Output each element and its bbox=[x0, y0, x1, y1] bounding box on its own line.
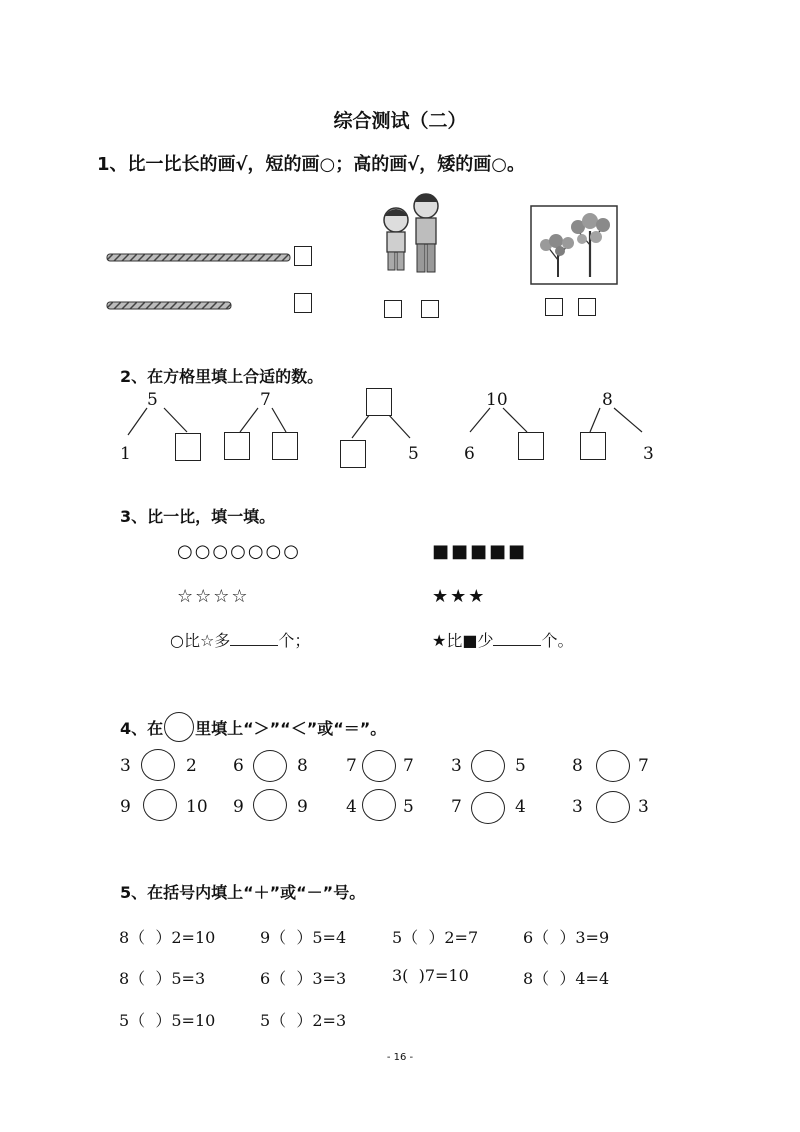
bond1-top: 5 bbox=[147, 390, 158, 410]
hollow-stars-row: ☆☆☆☆ bbox=[177, 586, 250, 607]
rope-illustrations bbox=[105, 246, 295, 316]
equation[interactable]: 3( )7=10 bbox=[392, 966, 469, 985]
fill-right-text-b: 个。 bbox=[541, 631, 574, 650]
compare-right: 8 bbox=[297, 756, 308, 776]
equation[interactable]: 5（ ）5=10 bbox=[119, 1011, 216, 1030]
q3-prompt: 3、比一比，填一填。 bbox=[120, 507, 276, 526]
bond4-top: 10 bbox=[486, 390, 508, 410]
q2-prompt: 2、在方格里填上合适的数。 bbox=[120, 367, 324, 386]
two-boys-illustration bbox=[376, 186, 450, 278]
fill-left-text-a: ○比☆多 bbox=[170, 631, 231, 650]
compare-circle[interactable] bbox=[596, 750, 630, 782]
bond1-left: 1 bbox=[120, 444, 131, 464]
equation[interactable]: 8（ ）2=10 bbox=[119, 928, 216, 947]
compare-left: 9 bbox=[233, 797, 244, 817]
compare-left: 6 bbox=[233, 756, 244, 776]
compare-left: 7 bbox=[346, 756, 357, 776]
answer-box-tall-boy[interactable] bbox=[421, 300, 439, 318]
equation[interactable]: 8（ ）4=4 bbox=[523, 969, 610, 988]
equation[interactable]: 9（ ）5=4 bbox=[260, 928, 347, 947]
circles-row: ○○○○○○○ bbox=[177, 541, 301, 562]
equation[interactable]: 6（ ）3=9 bbox=[523, 928, 610, 947]
compare-left: 7 bbox=[451, 797, 462, 817]
answer-box-short-tree[interactable] bbox=[545, 298, 563, 316]
equation[interactable]: 5（ ）2=7 bbox=[392, 928, 479, 947]
compare-circle[interactable] bbox=[253, 750, 287, 782]
answer-box-short-rope[interactable] bbox=[294, 293, 312, 313]
equation[interactable]: 5（ ）2=3 bbox=[260, 1011, 347, 1030]
fill-left-text-b: 个； bbox=[278, 631, 311, 650]
bond2-right-box[interactable] bbox=[272, 432, 298, 460]
compare-circle[interactable] bbox=[362, 750, 396, 782]
bond4-right-box[interactable] bbox=[518, 432, 544, 460]
compare-right: 5 bbox=[403, 797, 414, 817]
bond5-right: 3 bbox=[643, 444, 654, 464]
compare-circle[interactable] bbox=[141, 749, 175, 781]
compare-right: 5 bbox=[515, 756, 526, 776]
bond3-top-box[interactable] bbox=[366, 388, 392, 416]
compare-left: 3 bbox=[572, 797, 583, 817]
fill-left bbox=[170, 628, 310, 651]
bond4-left: 6 bbox=[464, 444, 475, 464]
compare-right: 3 bbox=[638, 797, 649, 817]
q4-prompt-a: 4、在 bbox=[120, 718, 164, 738]
compare-right: 9 bbox=[297, 797, 308, 817]
q1-prompt: 1、比一比长的画√，短的画○；高的画√，矮的画○。 bbox=[97, 154, 525, 175]
fill-right-text-a: ★比■少 bbox=[432, 631, 494, 650]
answer-box-long-rope[interactable] bbox=[294, 246, 312, 266]
bond5-left-box[interactable] bbox=[580, 432, 606, 460]
bond5-top: 8 bbox=[602, 390, 613, 410]
equation[interactable]: 6（ ）3=3 bbox=[260, 969, 347, 988]
equation[interactable]: 8（ ）5=3 bbox=[119, 969, 206, 988]
compare-right: 4 bbox=[515, 797, 526, 817]
compare-left: 4 bbox=[346, 797, 357, 817]
long-rope bbox=[107, 254, 290, 261]
compare-right: 7 bbox=[403, 756, 414, 776]
compare-right: 7 bbox=[638, 756, 649, 776]
compare-left: 8 bbox=[572, 756, 583, 776]
answer-box-short-boy[interactable] bbox=[384, 300, 402, 318]
compare-right: 10 bbox=[186, 797, 208, 817]
compare-right: 2 bbox=[186, 756, 197, 776]
answer-box-tall-tree[interactable] bbox=[578, 298, 596, 316]
compare-circle[interactable] bbox=[596, 791, 630, 823]
page-title: 综合测试（二） bbox=[333, 110, 467, 132]
two-trees-illustration bbox=[530, 205, 618, 285]
compare-circle[interactable] bbox=[471, 792, 505, 824]
circle-icon bbox=[164, 712, 194, 742]
compare-left: 3 bbox=[451, 756, 462, 776]
fill-left-blank[interactable] bbox=[230, 629, 278, 646]
fill-right bbox=[432, 628, 573, 651]
bond3-left-box[interactable] bbox=[340, 440, 366, 468]
solid-stars-row: ★★★ bbox=[432, 586, 487, 607]
q5-prompt: 5、在括号内填上“＋”或“－”号。 bbox=[120, 883, 366, 902]
compare-circle[interactable] bbox=[471, 750, 505, 782]
bond3-right: 5 bbox=[408, 444, 419, 464]
page-number: - 16 - bbox=[386, 1052, 414, 1063]
squares-row: ■■■■■ bbox=[432, 541, 528, 562]
short-rope bbox=[107, 302, 231, 309]
fill-right-blank[interactable] bbox=[493, 629, 541, 646]
q4-prompt bbox=[120, 712, 386, 742]
bond2-left-box[interactable] bbox=[224, 432, 250, 460]
compare-left: 9 bbox=[120, 797, 131, 817]
bond1-right-box[interactable] bbox=[175, 433, 201, 461]
compare-circle[interactable] bbox=[143, 789, 177, 821]
compare-circle[interactable] bbox=[362, 789, 396, 821]
q4-prompt-b: 里填上“＞”“＜”或“＝”。 bbox=[195, 718, 387, 738]
compare-left: 3 bbox=[120, 756, 131, 776]
compare-circle[interactable] bbox=[253, 789, 287, 821]
bond2-top: 7 bbox=[260, 390, 271, 410]
